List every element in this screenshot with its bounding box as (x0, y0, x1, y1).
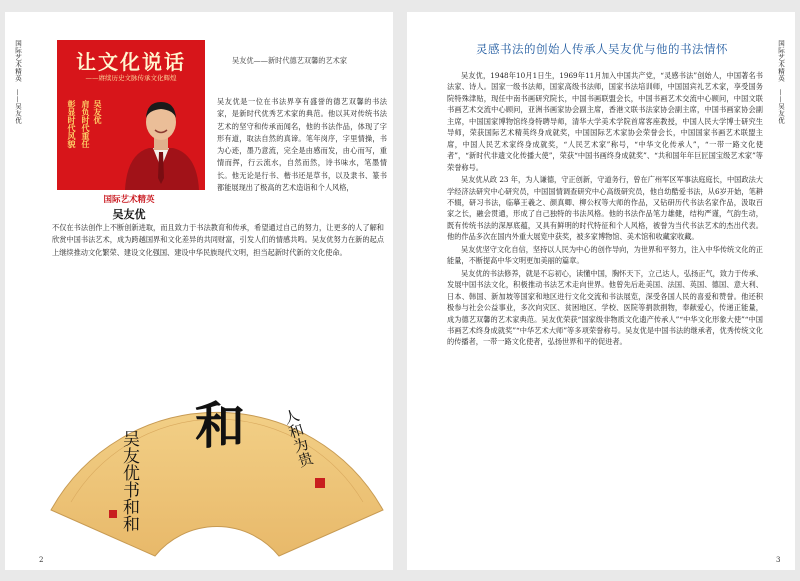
badge-label: 国际艺术精英 (103, 195, 155, 205)
right-side-label (774, 40, 784, 124)
article-paragraph: 吴友优坚守文化自信，坚持以人民为中心的创作导向，为世界和平努力，注入中华传统文化的正能量，不断提高中华文明更加美丽的篇章。 (447, 244, 763, 266)
intro-full-text: 不仅在书法创作上不断创新进取，而且致力于书法教育和传承，希望通过自己的努力，让更多的人了解和欣赏中国书法艺术，成为跨越国界和文化差异的共同财富，引发人们的情感共鸣。吴友优努力在新的起点上继续推动文化繁荣、建设文化强国、建设中华民族现代文明，担当起新时代新的文化使命。 (52, 223, 384, 257)
left-side-label (11, 40, 21, 124)
right-side-label-text: 国际艺术精英 (777, 40, 785, 82)
author-name: 吴友优 (112, 208, 146, 221)
banner-title: 让文化说话 (76, 50, 186, 74)
left-page (5, 12, 393, 570)
left-side-label-sub: ——吴友优 (14, 88, 22, 124)
article-body (447, 70, 763, 348)
banner-calligraphy-3: 吴友优 (93, 100, 103, 124)
fan-left-inscription: 吴友优书和和 (119, 430, 139, 532)
fan-right-inscription: 人和为贵 (280, 406, 316, 470)
article-paragraph: 吴友优的书法修养，就是不忘初心，读懂中国，胸怀天下，立己达人，弘扬正气，致力于传承、发展中国书法文化，积极推动书法艺术走向世界。他曾先后赴美国、法国、英国、德国、意大利、日本、韩国、新加坡等国家和地区进行文化交流和书法展览，深受各国人民的喜爱和赞誉。他还积极参与社会公益事业，多次向灾区、贫困地区、学校、医院等捐款捐物，奉献爱心，传递正能量，成为德艺双馨的艺术家典范。吴友优荣获“国家级非物质文化遗产传承人”“中华文化形象大使”“中国书画艺术终身成就奖”“中华艺术大师”等多项荣誉称号。吴友优是中国书法的继承者，优秀传统文化的传播者，一带一路文化使者，弘扬世界和平的促进者。 (447, 268, 763, 347)
right-side-label-sub: ——吴友优 (777, 88, 785, 124)
page-number-left: 2 (39, 556, 44, 564)
intro-heading-text: 吴友优——新时代德艺双馨的艺术家 (232, 56, 348, 65)
article-paragraph: 吴友优从政 23 年，为人谦德，守正创新，守道务行，曾在广州军区军事法庭庭长，中国政法大学经济法研究中心研究员，中国国情调查研究中心高级研究员，他自幼酷爱书法，从6岁开始，笔耕不辍，研习书法，临摹王羲之、颜真卿、柳公权等大师的作品，又钻研历代书法名家作品，汲取百家之长，融会贯通，形成了自己独特的书法风格。他的书法作品笔力雄健，结构严谨，气韵生动，既有传统书法的深厚底蕴，又具有鲜明的时代特征和个人风格，被誉为当代书法艺术的杰出代表。他的作品多次在国内外重大展览中获奖，被多家博物馆、美术馆和收藏家收藏。 (447, 175, 763, 242)
intro-column-text: 吴友优是一位在书法界享有盛誉的德艺双馨的书法家，是新时代优秀艺术家的典范。他以其对传统书法艺术的坚守和传承而闻名，他的书法作品，体现了字形有道，取法自然的真谛。笔年岗序，字里情操，书为心迹，墨乃意流，完全是由感而发，由心而写，重情而挥，行云流水，自然而然，诗书味水，笔墨情长。他无论是行书、楷书还是草书，以及隶书、篆书都能展现出了极高的艺术造诣和个人风格， (217, 97, 387, 193)
portrait-photo (119, 88, 203, 190)
page-number-right: 3 (776, 556, 781, 564)
left-side-label-text: 国际艺术精英 (14, 40, 22, 82)
intro-heading (218, 55, 388, 67)
fan-main-character: 和 (195, 396, 245, 455)
banner-subtitle: ——赓续历史文脉传承文化辉煌 (85, 74, 177, 82)
banner-image (57, 40, 205, 190)
banner-calligraphy-2: 肩负时代重任 (81, 100, 91, 148)
banner-calligraphy-1: 彰显时代风貌 (67, 100, 77, 148)
right-page (407, 12, 795, 570)
article-paragraph: 吴友优，1948年10月1日生，1969年11月加入中国共产党，“灵感书法”创始人，中国著名书法家、诗人。国家一级书法师，国家高级书法师，国家书法培训师，中国国宾礼艺术家，享受国务院特殊津贴，现任中南书画研究院长，中国书画联盟会长，中国书画艺术交流中心顾问，中国文联书画艺术交流中心顾问，亚洲书画家协会副主席，香港文联书法家协会副主席，中国书画家协会副主席，中国国家博物馆终身特聘导师，清华大学美术学院首席客座教授，中国人民大学博士研究生导师，荣获国际艺术精英终身成就奖，中国国际艺术家协会荣誉会长，中国国家书画艺术联盟主席，中国人民艺术家终身成就奖，“人民艺术家”称号，“中华文化传承人”，“一带一路文化使者”，“新时代非遗文化传播大使”，荣获“中国书画终身成就奖”、“共和国年年巨匠国宝级艺术家”等荣誉称号。 (447, 71, 763, 172)
article-title: 灵感书法的创始人传承人吴友优与他的书法情怀 (476, 42, 728, 56)
fan-calligraphy-artwork (47, 360, 387, 558)
